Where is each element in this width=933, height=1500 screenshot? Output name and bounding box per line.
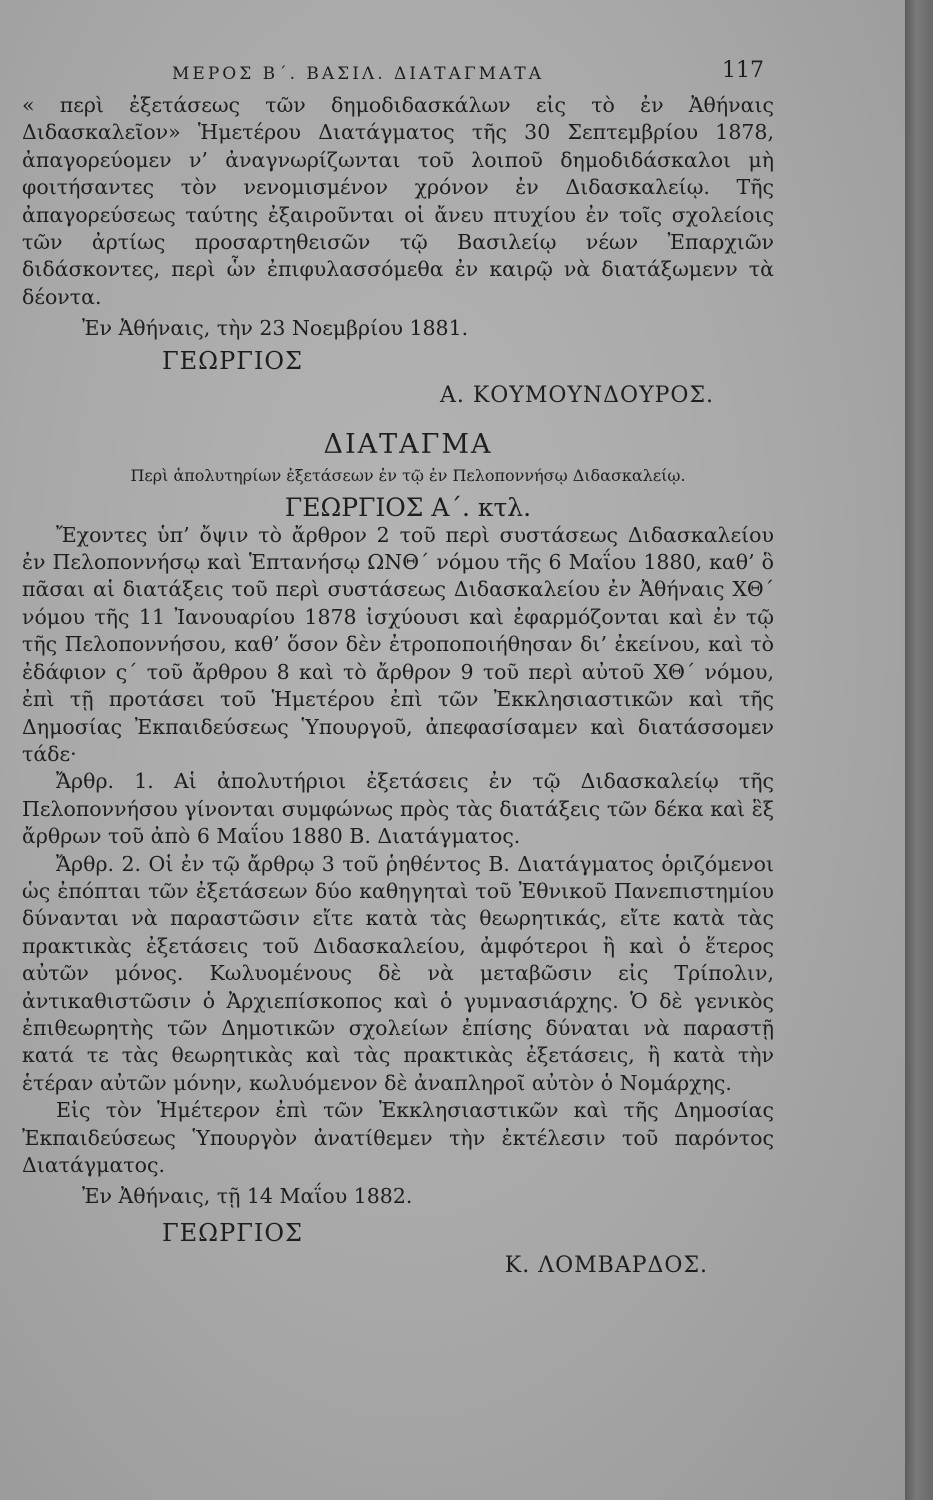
king-signature: ΓΕΩΡΓΙΟΣ <box>162 346 303 375</box>
minister-signature: Α. ΚΟΥΜΟΥΝΔΟΥΡΟΣ. <box>439 382 714 408</box>
page-text-block <box>22 58 774 1287</box>
decree-heading: ΔΙΑΤΑΓΜΑ <box>323 428 493 460</box>
decree-king-line: ΓΕΩΡΓΙΟΣ Α΄. κτλ. <box>284 492 532 522</box>
decree-article-2: Ἄρθρ. 2. Οἱ ἐν τῷ ἄρθρῳ 3 τοῦ ῥηθέντος Β. Διατάγματος ὁριζόμενοι ὡς ἐπόπται τῶν ἐξετάσεων δύο καθηγηταὶ τοῦ Ἐθνικοῦ Πανεπιστημίου δύνανται νὰ παραστῶσιν εἴτε κατὰ τὰς θεωρητικάς, εἴτε κατὰ τὰς πρακτικὰς ἐξετάσεις τοῦ Διδασκαλείου, ἀμφότεροι ἢ καὶ ὁ ἕτερος αὐτῶν μόνος. Κωλυομένους δὲ νὰ μεταβῶσιν εἰς Τρίπολιν, ἀντικαθιστῶσιν ὁ Ἀρχιεπίσκοπος καὶ ὁ γυμνασιάρχης. Ὁ δὲ γενικὸς ἐπιθεωρητὴς τῶν Δημοτικῶν σχολείων ἐπίσης δύναται νὰ παραστῇ κατά τε τὰς θεωρητικὰς καὶ τὰς πρακτικὰς ἐξετάσεις, ἢ κατὰ τὴν ἑτέραν αὐτῶν μόνην, κωλυόμενον δὲ ἀναπληροῖ αὐτὸν ὁ Νομάρχης. <box>22 851 774 1095</box>
minister-signature: Κ. ΛΟΜΒΑΡΔΟΣ. <box>504 1252 708 1278</box>
running-head <box>22 58 774 92</box>
decree-subheading: Περὶ ἀπολυτηρίων ἐξετάσεων ἐν τῷ ἐν Πελοποννήσῳ Διδασκαλείῳ. <box>130 465 686 485</box>
first-decree-signatures <box>22 343 774 413</box>
first-decree-paragraph: « περὶ ἐξετάσεως τῶν δημοδιδασκάλων εἰς τὸ ἐν Ἀθήναις Διδασκαλεῖον» Ἡμετέρου Διατάγματος τῆς 30 Σεπτεμβρίου 1878, ἀπαγορεύομεν ν’ ἀναγνωρίζωνται τοῦ λοιποῦ δημοδιδάσκαλοι μὴ φοιτήσαντες τὸν νενομισμένον χρόνον ἐν Διδασκαλείῳ. Τῆς ἀπαγορεύσεως ταύτης ἐξαιροῦνται οἱ ἄνευ πτυχίου ἐν τοῖς σχολείοις τῶν ἀρτίως προσαρτηθεισῶν τῷ Βασιλείῳ νέων Ἐπαρχιῶν διδάσκοντες, περὶ ὧν ἐπιφυλασσόμεθα ἐν καιρῷ νὰ διατάξωμενν τὰ δέοντα. <box>22 93 774 309</box>
decree-article-1: Ἄρθρ. 1. Αἱ ἀπολυτήριοι ἐξετάσεις ἐν τῷ Διδασκαλείῳ τῆς Πελοποννήσου γίνονται συμφώνως πρὸς τὰς διατάξεις τῶν δέκα καὶ ἓξ ἄρθρων τοῦ ἀπὸ 6 Μαΐου 1880 Β. Διατάγματος. <box>22 769 774 849</box>
decree-preamble: Ἔχοντες ὑπ’ ὄψιν τὸ ἄρθρον 2 τοῦ περὶ συστάσεως Διδασκαλείου ἐν Πελοποννήσῳ καὶ Ἑπτανήσῳ ΩΝΘ΄ νόμου τῆς 6 Μαΐου 1880, καθ’ ὃ πᾶσαι αἱ διατάξεις τοῦ περὶ συστάσεως Διδασκαλείου ἐν Ἀθήναις ΧΘ΄ νόμου τῆς 11 Ἰανουαρίου 1878 ἰσχύουσι καὶ ἐφαρμόζονται καὶ ἐν τῷ τῆς Πελοποννήσου, καθ’ ὅσον δὲν ἐτροποποιήθησαν δι’ ἐκείνου, καὶ τὸ ἐδάφιον ς΄ τοῦ ἄρθρου 8 καὶ τὸ ἄρθρον 9 τοῦ περὶ αὐτοῦ ΧΘ΄ νόμου, ἐπὶ τῇ προτάσει τοῦ Ἡμετέρου ἐπὶ τῶν Ἐκκλησιαστικῶν καὶ τῆς Δημοσίας Ἐκπαιδεύσεως Ὑπουργοῦ, ἀπεφασίσαμεν καὶ διατάσσομεν τάδε· <box>22 522 774 766</box>
page-edge <box>905 0 933 1500</box>
second-decree-signatures <box>22 1217 774 1287</box>
page-number: 117 <box>722 58 764 83</box>
first-decree-date: Ἐν Ἀθήναις, τὴν 23 Νοεμβρίου 1881. <box>82 316 469 341</box>
running-head-title: ΜΕΡΟΣ Β΄. ΒΑΣΙΛ. ΔΙΑΤΑΓΜΑΤΑ <box>172 64 544 84</box>
king-signature: ΓΕΩΡΓΙΟΣ <box>162 1218 303 1247</box>
second-decree-date: Ἐν Ἀθήναις, τῇ 14 Μαΐου 1882. <box>82 1184 413 1209</box>
decree-closing: Εἰς τὸν Ἡμέτερον ἐπὶ τῶν Ἐκκλησιαστικῶν καὶ τῆς Δημοσίας Ἐκπαιδεύσεως Ὑπουργὸν ἀνατίθεμεν τὴν ἐκτέλεσιν τοῦ παρόντος Διατάγματος. <box>22 1098 774 1177</box>
